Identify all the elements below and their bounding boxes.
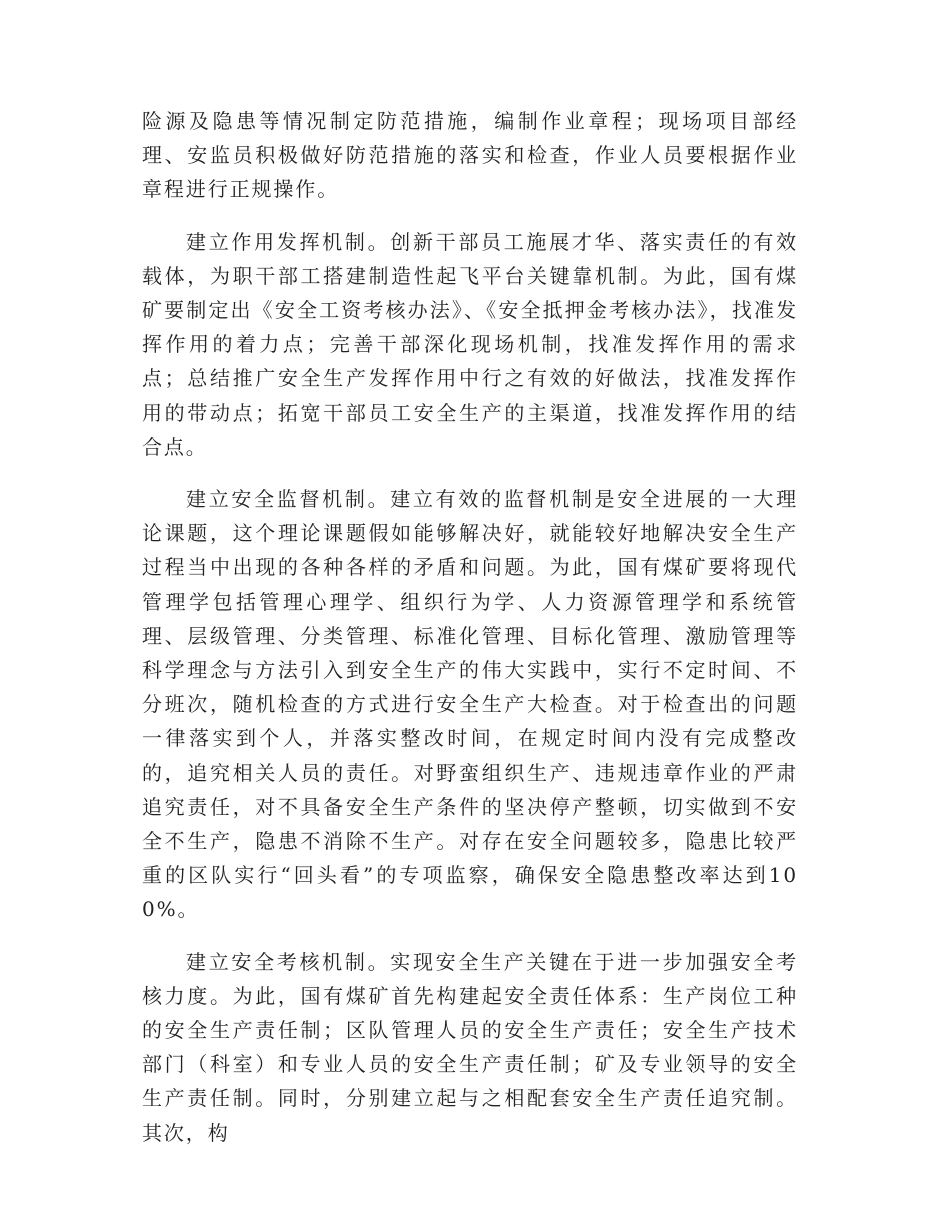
paragraph-continuation: 险源及隐患等情况制定防范措施，编制作业章程；现场项目部经理、安监员积极做好防范措施的落实和检查，作业人员要根据作业章程进行正规操作。 (142, 109, 798, 202)
document-body (142, 104, 798, 1168)
paragraph-assessment-mechanism: 建立安全考核机制。实现安全生产关键在于进一步加强安全考核力度。为此，国有煤矿首先构建起安全责任体系：生产岗位工种的安全生产责任制；区队管理人员的安全生产责任；安全生产技术部门（科室）和专业人员的安全生产责任制；矿及专业领导的安全生产责任制。同时，分别建立起与之相配套安全生产责任追究制。其次，构 (142, 949, 798, 1145)
paragraph-supervision-mechanism: 建立安全监督机制。建立有效的监督机制是安全进展的一大理论课题，这个理论课题假如能够解决好，就能较好地解决安全生产过程当中出现的各种各样的矛盾和问题。为此，国有煤矿要将现代管理学包括管理心理学、组织行为学、人力资源管理学和系统管理、层级管理、分类管理、标准化管理、目标化管理、激励管理等科学理念与方法引入到安全生产的伟大实践中，实行不定时间、不分班次，随机检查的方式进行安全生产大检查。对于检查出的问题一律落实到个人，并落实整改时间，在规定时间内没有完成整改的，追究相关人员的责任。对野蛮组织生产、违规违章作业的严肃追究责任，对不具备安全生产条件的坚决停产整顿，切实做到不安全不生产，隐患不消除不生产。对存在安全问题较多，隐患比较严重的区队实行“回头看”的专项监察，确保安全隐患整改率达到100%。 (142, 487, 798, 922)
paragraph-role-mechanism: 建立作用发挥机制。创新干部员工施展才华、落实责任的有效载体，为职干部工搭建制造性起飞平台关键靠机制。为此，国有煤矿要制定出《安全工资考核办法》、《安全抵押金考核办法》，找准发挥作用的着力点；完善干部深化现场机制，找准发挥作用的需求点；总结推广安全生产发挥作用中行之有效的好做法，找准发挥作用的带动点；拓宽干部员工安全生产的主渠道，找准发挥作用的结合点。 (142, 229, 798, 459)
